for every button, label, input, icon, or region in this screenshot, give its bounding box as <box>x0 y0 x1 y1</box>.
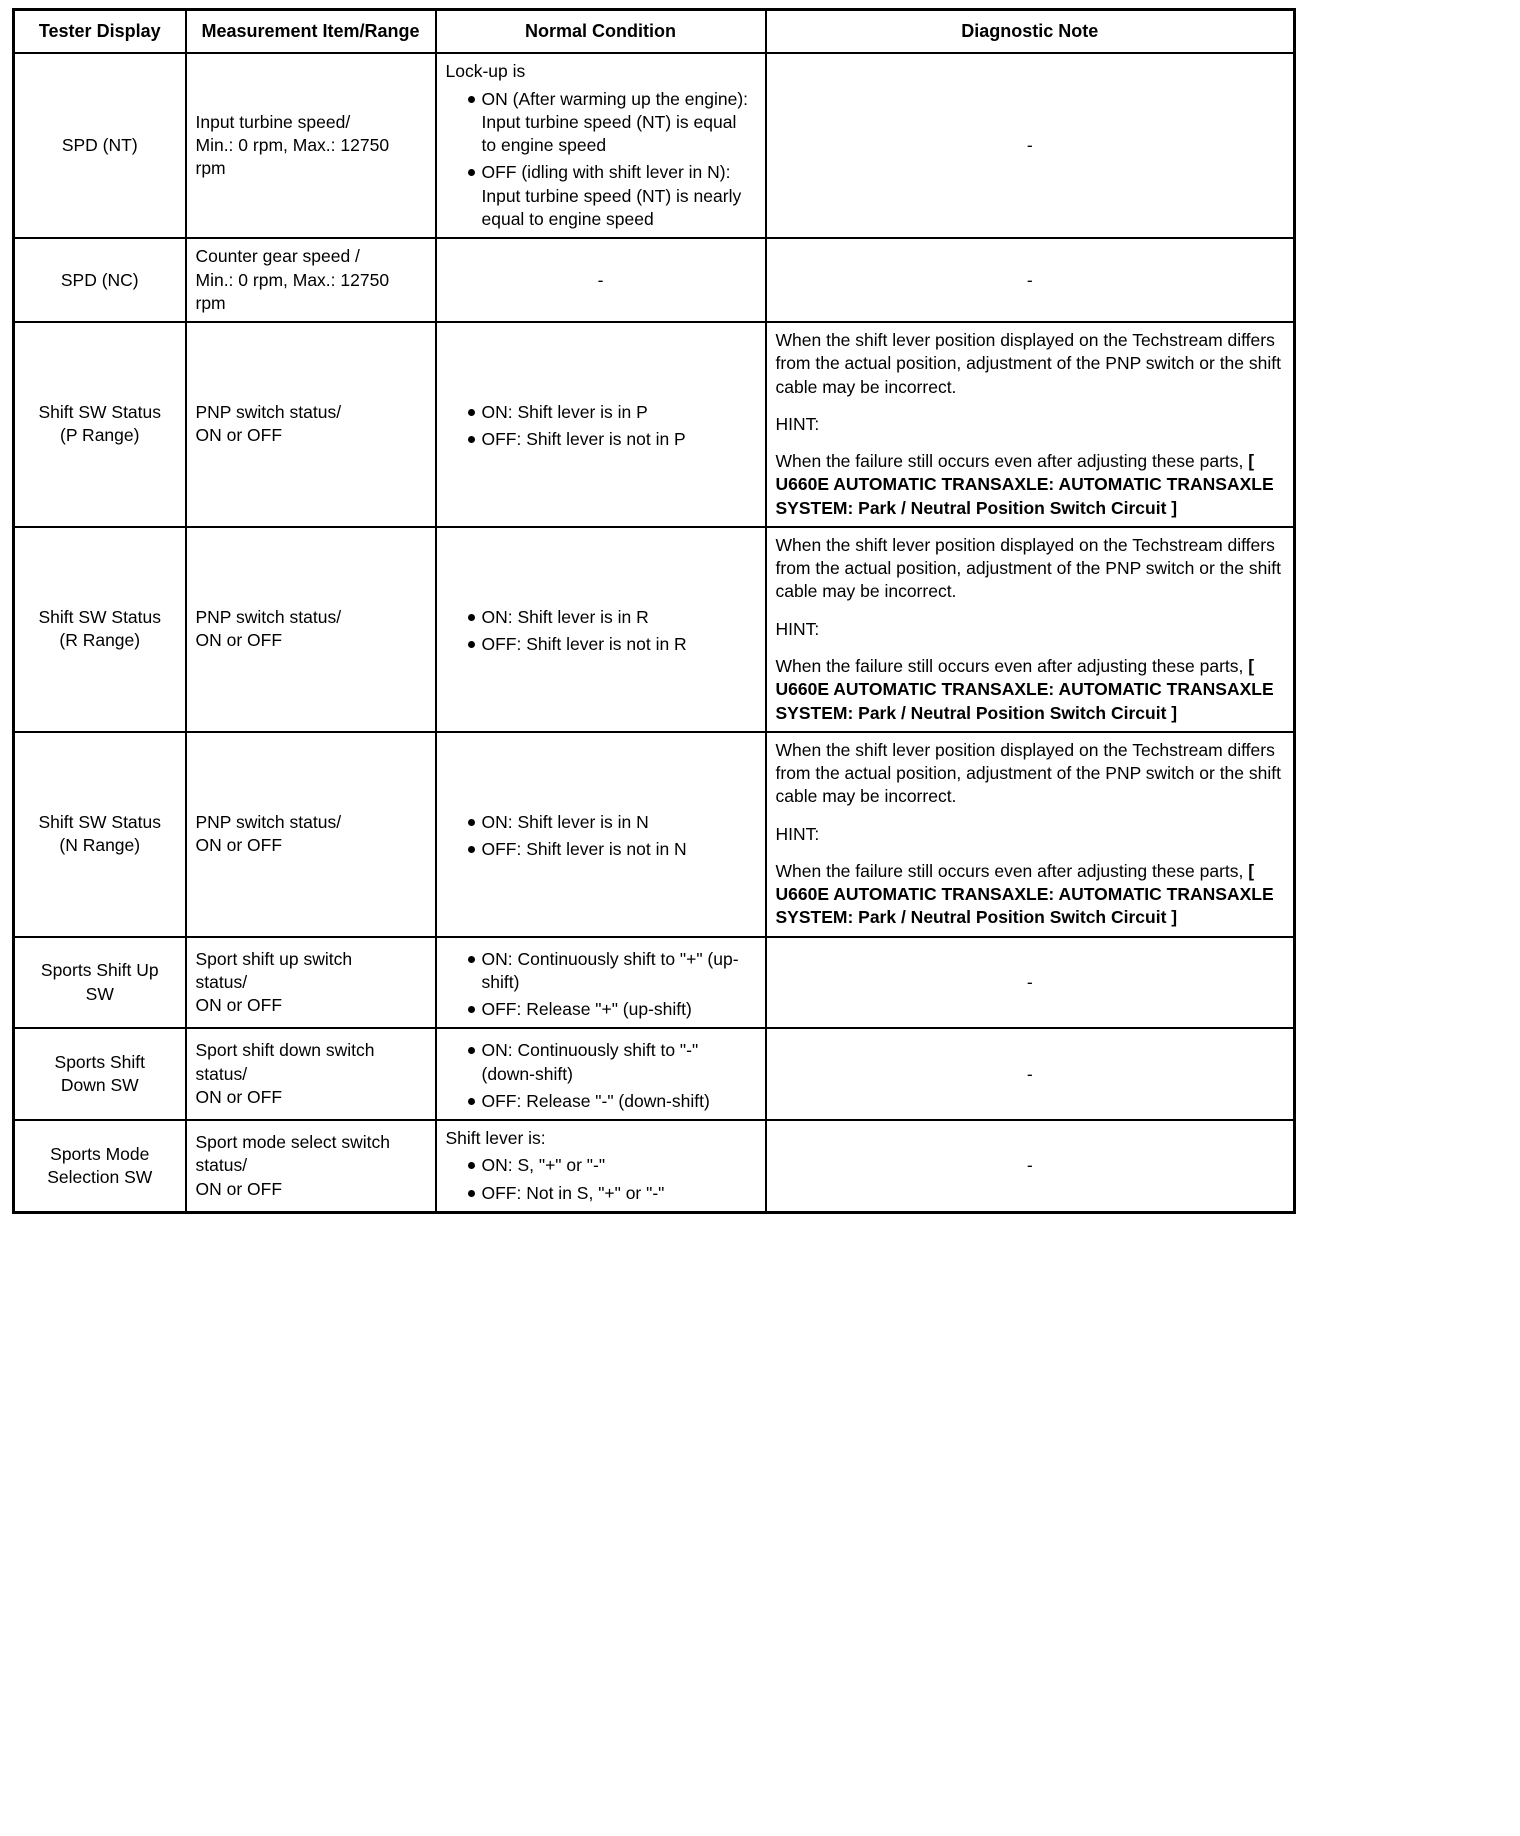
measure-line: PNP switch status/ <box>195 811 342 832</box>
cell-measurement-item-range <box>186 238 436 322</box>
tester-line: Sports Shift <box>54 1052 145 1073</box>
cell-tester-display <box>14 1120 186 1212</box>
list-item: OFF: Shift lever is not in R <box>468 633 756 656</box>
list-item: ON (After warming up the engine): Input turbine speed (NT) is equal to engine speed <box>468 88 756 158</box>
note-paragraph: When the shift lever position displayed on the Techstream differs from the actual position, adjustment of the PNP switch or the shift cable may be incorrect. <box>775 534 1281 602</box>
cell-tester-display: SPD (NC) <box>14 238 186 322</box>
cell-tester-display <box>14 527 186 732</box>
measure-line: PNP switch status/ <box>195 402 342 423</box>
cell-diagnostic-note: - <box>766 1028 1295 1120</box>
tester-line: Selection SW <box>47 1167 153 1188</box>
note-reference-link[interactable]: [ U660E AUTOMATIC TRANSAXLE: AUTOMATIC TRANSAXLE SYSTEM: Park / Neutral Position Switch Circuit ] <box>775 655 1274 723</box>
cell-measurement-item-range <box>186 322 436 527</box>
cell-diagnostic-note <box>766 527 1295 732</box>
column-header-tester-display: Tester Display <box>14 10 186 54</box>
measure-line: ON or OFF <box>195 425 283 446</box>
normal-bullet-list <box>446 401 756 452</box>
cell-normal-condition <box>436 527 766 732</box>
normal-bullet-list <box>446 88 756 232</box>
measure-line: Sport shift down switch <box>195 1040 375 1061</box>
table-row <box>14 1120 1295 1212</box>
measure-line: ON or OFF <box>195 1178 283 1199</box>
list-item: ON: Continuously shift to "+" (up-shift) <box>468 948 756 995</box>
tester-line: Shift SW Status <box>38 607 162 628</box>
cell-diagnostic-note: - <box>766 1120 1295 1212</box>
cell-diagnostic-note <box>766 732 1295 937</box>
normal-bullet-list <box>446 1154 756 1205</box>
cell-tester-display <box>14 732 186 937</box>
tester-line: Shift SW Status <box>38 811 162 832</box>
column-header-line-2: Item/Range <box>322 21 420 41</box>
cell-normal-condition <box>436 1028 766 1120</box>
note-reference-paragraph <box>776 450 1285 520</box>
cell-tester-display <box>14 322 186 527</box>
cell-tester-display: SPD (NT) <box>14 53 186 238</box>
note-paragraph: When the shift lever position displayed on the Techstream differs from the actual position, adjustment of the PNP switch or the shift cable may be incorrect. <box>775 739 1281 807</box>
note-reference-text: When the failure still occurs even after adjusting these parts, <box>775 655 1249 676</box>
cell-tester-display <box>14 1028 186 1120</box>
list-item: OFF: Not in S, "+" or "-" <box>468 1182 756 1205</box>
normal-lead-text: Lock-up is <box>445 61 526 82</box>
note-reference-text: When the failure still occurs even after adjusting these parts, <box>775 860 1249 881</box>
measure-line: Input turbine speed/ <box>195 111 351 132</box>
cell-diagnostic-note: - <box>766 937 1295 1029</box>
measure-line: rpm <box>195 158 226 179</box>
measure-line: ON or OFF <box>195 630 283 651</box>
table-row <box>14 527 1295 732</box>
tester-line: Down SW <box>60 1075 139 1096</box>
list-item: OFF: Release "+" (up-shift) <box>468 998 756 1021</box>
tester-line: (N Range) <box>59 835 141 856</box>
table-header-row <box>14 10 1295 54</box>
table-row <box>14 238 1295 322</box>
normal-bullet-list <box>446 1039 756 1113</box>
cell-normal-condition <box>436 937 766 1029</box>
measure-line: ON or OFF <box>195 995 283 1016</box>
table-row <box>14 1028 1295 1120</box>
table-row <box>14 937 1295 1029</box>
table-row <box>14 322 1295 527</box>
measure-line: ON or OFF <box>195 835 283 856</box>
list-item: ON: Continuously shift to "-" (down-shift) <box>468 1039 756 1086</box>
cell-diagnostic-note: - <box>766 238 1295 322</box>
cell-normal-condition <box>436 732 766 937</box>
normal-bullet-list <box>446 606 756 657</box>
note-reference-link[interactable]: [ U660E AUTOMATIC TRANSAXLE: AUTOMATIC TRANSAXLE SYSTEM: Park / Neutral Position Switch Circuit ] <box>775 451 1274 518</box>
column-header-normal-condition: Normal Condition <box>436 10 766 54</box>
measure-line: Min.: 0 rpm, Max.: 12750 <box>195 135 390 156</box>
cell-normal-condition <box>436 322 766 527</box>
table-row <box>14 732 1295 937</box>
note-reference-paragraph <box>776 860 1285 930</box>
cell-measurement-item-range <box>186 937 436 1029</box>
list-item: OFF: Release "-" (down-shift) <box>468 1090 756 1113</box>
tester-line: Shift SW Status <box>38 402 162 423</box>
normal-bullet-list <box>446 948 756 1022</box>
cell-normal-condition: - <box>436 238 766 322</box>
note-hint-label: HINT: <box>775 413 820 434</box>
normal-lead-text: Shift lever is: <box>445 1128 546 1149</box>
measure-line: Sport shift up switch <box>195 948 353 969</box>
list-item: OFF (idling with shift lever in N): Input turbine speed (NT) is nearly equal to engine speed <box>468 161 756 231</box>
tester-line: (R Range) <box>59 630 141 651</box>
list-item: OFF: Shift lever is not in P <box>468 428 756 451</box>
measure-line: Min.: 0 rpm, Max.: 12750 <box>195 269 390 290</box>
list-item: ON: Shift lever is in N <box>468 811 756 834</box>
measure-line: status/ <box>195 1155 248 1176</box>
measure-line: Counter gear speed / <box>195 246 360 267</box>
note-hint-label: HINT: <box>775 618 820 639</box>
note-paragraph: When the shift lever position displayed on the Techstream differs from the actual position, adjustment of the PNP switch or the shift cable may be incorrect. <box>775 330 1281 397</box>
measure-line: status/ <box>195 1063 248 1084</box>
tester-line: (P Range) <box>60 425 140 446</box>
column-header-diagnostic-note: Diagnostic Note <box>766 10 1295 54</box>
note-reference-text: When the failure still occurs even after adjusting these parts, <box>775 451 1249 472</box>
tester-line: Sports Shift Up <box>40 960 159 981</box>
column-header-measurement-item-range <box>186 10 436 54</box>
note-hint-label: HINT: <box>775 823 820 844</box>
measure-line: ON or OFF <box>195 1086 283 1107</box>
cell-diagnostic-note: - <box>766 53 1295 238</box>
tester-line: Sports Mode <box>50 1143 150 1164</box>
data-list-table <box>12 8 1296 1214</box>
list-item: ON: S, "+" or "-" <box>468 1154 756 1177</box>
cell-tester-display <box>14 937 186 1029</box>
cell-measurement-item-range <box>186 53 436 238</box>
measure-line: rpm <box>195 292 226 313</box>
measure-line: PNP switch status/ <box>195 607 342 628</box>
measure-line: status/ <box>195 971 248 992</box>
tester-line: SW <box>85 983 114 1004</box>
note-reference-paragraph <box>776 655 1285 725</box>
measure-line: Sport mode select switch <box>195 1132 391 1153</box>
cell-normal-condition <box>436 1120 766 1212</box>
cell-measurement-item-range <box>186 527 436 732</box>
column-header-line-1: Measurement <box>201 21 318 41</box>
normal-bullet-list <box>446 811 756 862</box>
cell-normal-condition <box>436 53 766 238</box>
list-item: OFF: Shift lever is not in N <box>468 838 756 861</box>
cell-measurement-item-range <box>186 1120 436 1212</box>
cell-measurement-item-range <box>186 732 436 937</box>
table-row <box>14 53 1295 238</box>
cell-measurement-item-range <box>186 1028 436 1120</box>
list-item: ON: Shift lever is in P <box>468 401 756 424</box>
list-item: ON: Shift lever is in R <box>468 606 756 629</box>
cell-diagnostic-note <box>766 322 1295 527</box>
note-reference-link[interactable]: [ U660E AUTOMATIC TRANSAXLE: AUTOMATIC TRANSAXLE SYSTEM: Park / Neutral Position Switch Circuit ] <box>775 860 1274 928</box>
